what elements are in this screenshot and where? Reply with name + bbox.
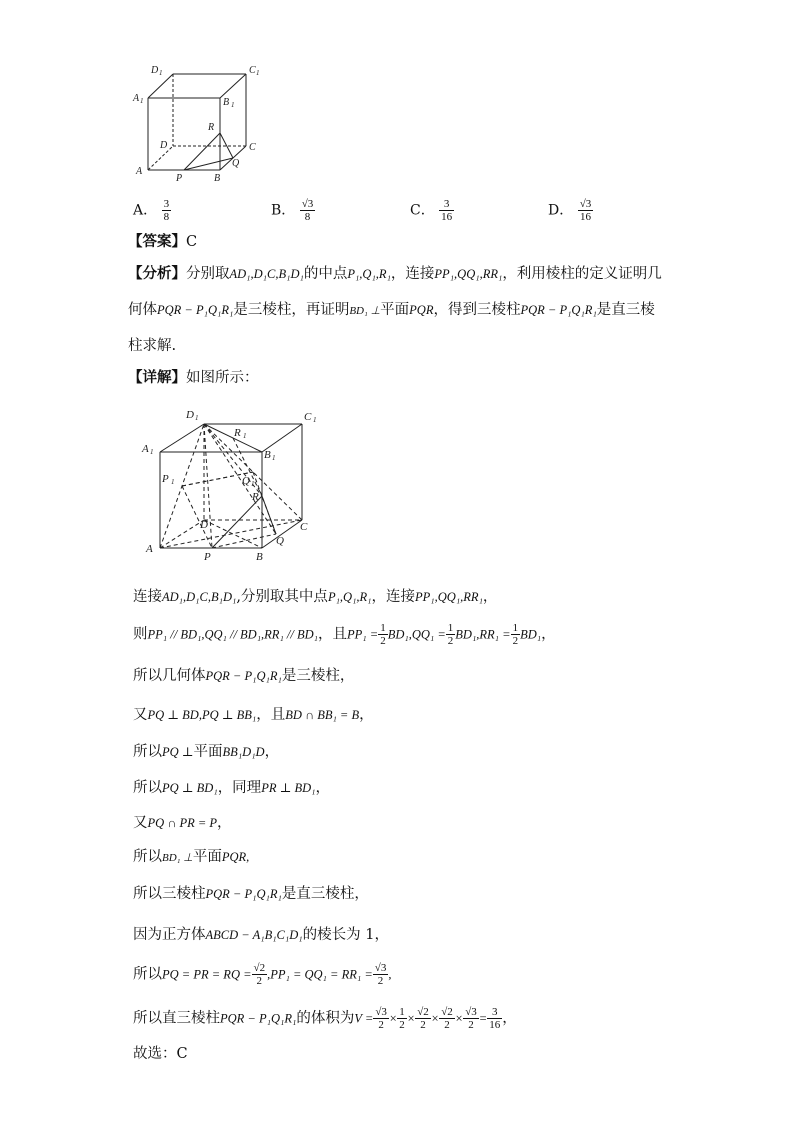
step-3 <box>133 666 354 686</box>
math: AD₁,D₁C,B₁D₁ <box>229 267 304 281</box>
choice-a-fraction: $\frac{3}{8}$ <box>163 198 170 223</box>
choice-d-letter: D． <box>548 202 574 219</box>
math: PQ ⊥ BD₁ <box>162 781 218 795</box>
step-text: 是三棱柱， <box>281 668 355 684</box>
svg-text:1: 1 <box>243 432 247 440</box>
step-text: ， <box>264 744 280 760</box>
math: PQ ⊥ <box>162 745 194 759</box>
times-sign: × <box>430 1011 440 1026</box>
fraction-sqrt3-over-2: $\frac{√3}{2}$ <box>375 1006 387 1031</box>
label-C1: C <box>249 65 256 76</box>
label-R1: R <box>234 427 241 439</box>
choice-d <box>548 198 593 223</box>
label-P: P <box>204 551 211 563</box>
step-7 <box>133 813 232 833</box>
label-C: C <box>249 142 256 153</box>
fraction-half: $\frac{1}{2}$ <box>380 622 386 647</box>
step-text: ， <box>217 815 232 831</box>
label-A: A <box>146 543 153 555</box>
math: PP₁ = <box>347 627 379 642</box>
math: PQ = PR = RQ = <box>162 967 252 982</box>
analysis-text: 是三棱柱，再证明 <box>233 302 350 318</box>
step-1 <box>133 587 497 607</box>
math: P₁,Q₁,R₁ <box>347 267 391 281</box>
analysis-text: 的中点 <box>303 266 348 282</box>
math: BD₁ ⊥ <box>349 305 381 317</box>
label-Q: Q <box>232 158 240 169</box>
math: PP₁ // BD₁,QQ₁ // BD₁,RR₁ // BD₁ <box>147 627 318 642</box>
math: BB₁D₁D <box>222 745 265 759</box>
label-B1: B <box>264 449 271 461</box>
cube-figure-1 <box>128 60 268 185</box>
answer-tag: 【答案】 <box>128 233 186 250</box>
step-10 <box>133 925 389 945</box>
analysis-text: 分别取 <box>186 266 230 282</box>
analysis-text: ，得到三棱柱 <box>433 302 521 318</box>
step-text: 平面 <box>192 849 222 865</box>
choice-b-letter: B． <box>271 202 296 219</box>
label-D: D <box>200 519 208 531</box>
analysis-text: ，连接 <box>390 266 435 282</box>
equals-sign: = <box>478 1011 488 1026</box>
choice-b-fraction: $\frac{√3}{8}$ <box>301 198 314 223</box>
math: BD₁,RR₁ = <box>455 627 511 642</box>
step-text: 所以 <box>133 744 162 760</box>
step-text: 的棱长为 1， <box>302 927 389 943</box>
step-text: 所以三棱柱 <box>133 886 206 902</box>
label-A1: A <box>142 443 149 455</box>
step-2 <box>133 622 556 647</box>
analysis-text: 柱求解. <box>128 338 177 354</box>
math: BD ∩ BB₁ = B <box>285 708 360 722</box>
math: PQR, <box>221 850 250 864</box>
choice-b <box>271 198 315 223</box>
math: PQR − P₁Q₁R₁ <box>205 887 282 901</box>
label-D: D <box>160 140 168 151</box>
analysis-text: 何体 <box>128 302 157 318</box>
svg-text:1: 1 <box>256 69 260 77</box>
analysis-line-1 <box>128 264 662 284</box>
svg-text:1: 1 <box>272 454 276 462</box>
step-text: ,分别取其中点 <box>236 589 328 605</box>
times-sign: × <box>388 1011 398 1026</box>
math: ,PP₁ = QQ₁ = RR₁ = <box>267 967 373 982</box>
cube-figure-2 <box>138 402 338 567</box>
step-text: 所以 <box>133 849 162 865</box>
svg-text:1: 1 <box>150 448 154 456</box>
step-text: 则 <box>133 626 148 643</box>
step-text: ， <box>482 589 498 605</box>
label-B: B <box>214 173 221 184</box>
analysis-line-3 <box>128 336 176 356</box>
analysis-text: 是直三棱 <box>596 302 655 318</box>
times-sign: × <box>454 1011 464 1026</box>
math: PP₁,QQ₁,RR₁ <box>434 267 503 281</box>
math: PQR − P₁Q₁R₁ <box>205 669 282 683</box>
label-P1: P <box>162 473 169 485</box>
analysis-tag: 【分析】 <box>128 265 186 282</box>
choice-c <box>410 198 454 223</box>
times-sign: × <box>406 1011 416 1026</box>
fraction-sqrt2-over-2: $\frac{√2}{2}$ <box>417 1006 429 1031</box>
label-A: A <box>136 166 143 177</box>
label-Q: Q <box>276 535 284 547</box>
choice-a-letter: A． <box>133 202 158 219</box>
math: ABCD − A₁B₁C₁D₁ <box>205 928 303 942</box>
choice-a <box>133 198 171 223</box>
step-11 <box>133 962 391 987</box>
math: PQR − P₁Q₁R₁ <box>220 1011 297 1026</box>
svg-text:1: 1 <box>195 414 199 422</box>
step-text: ，且 <box>256 707 286 723</box>
math: , <box>388 967 392 982</box>
fraction-sqrt2-over-2: $\frac{√2}{2}$ <box>441 1006 453 1031</box>
detail-tag: 【详解】 <box>128 369 186 386</box>
step-text: ，同理 <box>217 780 262 796</box>
fraction-half: $\frac{1}{2}$ <box>447 622 454 647</box>
math: BD₁ <box>520 627 542 642</box>
step-text: 又 <box>133 815 148 831</box>
step-text: 所以 <box>133 780 162 796</box>
label-B1: B <box>223 97 230 108</box>
svg-text:1: 1 <box>313 416 317 424</box>
label-R: R <box>208 122 215 133</box>
step-text: ， <box>315 780 330 796</box>
choice-c-letter: C． <box>410 202 435 219</box>
analysis-text: ，利用棱柱的定义证明几 <box>502 266 662 282</box>
svg-text:1: 1 <box>251 480 255 488</box>
math: P₁,Q₁,R₁ <box>327 590 372 604</box>
label-R: R <box>252 491 259 503</box>
step-text: 所以直三棱柱 <box>133 1010 220 1027</box>
step-5 <box>133 742 279 762</box>
step-text: 平面 <box>193 744 223 760</box>
math: BD₁ ⊥ <box>162 852 193 864</box>
step-text: 连接 <box>133 589 162 605</box>
math: BD₁,QQ₁ = <box>387 627 446 642</box>
step-text: ， <box>502 1010 517 1027</box>
analysis-text: 平面 <box>380 302 410 318</box>
math: PQR − P₁Q₁R₁ <box>520 303 597 317</box>
step-text: 又 <box>133 707 148 723</box>
fraction-half: $\frac{1}{2}$ <box>399 1006 405 1031</box>
fraction-sqrt2-over-2: $\frac{√2}{2}$ <box>253 962 266 987</box>
math: V = <box>354 1011 374 1026</box>
label-C: C <box>300 521 308 533</box>
answer-value: C <box>186 234 198 250</box>
math: PR ⊥ BD₁ <box>261 781 316 795</box>
detail-text: 如图所示： <box>186 370 259 386</box>
fraction-3-over-16: $\frac{3}{16}$ <box>489 1006 501 1031</box>
fraction-sqrt3-over-2: $\frac{√3}{2}$ <box>374 962 387 987</box>
step-9 <box>133 884 369 904</box>
step-text: 是直三棱柱， <box>281 886 369 902</box>
step-text: ， <box>541 626 556 643</box>
step-text: ，且 <box>318 626 347 643</box>
analysis-line-2 <box>128 300 655 321</box>
step-text: ， <box>359 707 374 723</box>
step-text: 的体积为 <box>296 1010 355 1027</box>
label-D1: D <box>151 65 159 76</box>
step-8 <box>133 847 249 868</box>
svg-text:1: 1 <box>140 97 144 105</box>
svg-text:1: 1 <box>231 101 235 109</box>
svg-text:1: 1 <box>159 69 163 77</box>
step-4 <box>133 705 374 725</box>
math: PP₁,QQ₁,RR₁ <box>415 590 483 604</box>
detail-line <box>128 368 259 388</box>
math: AD₁,D₁C,B₁D₁ <box>162 590 237 604</box>
label-Q1: Q <box>242 475 250 487</box>
math: PQ ⊥ BD,PQ ⊥ BB₁ <box>147 708 257 722</box>
step-text: 所以几何体 <box>133 668 206 684</box>
final-choice: 故选：C <box>133 1046 188 1062</box>
label-A1: A <box>133 93 140 104</box>
step-13 <box>133 1044 188 1064</box>
math: PQR − P₁Q₁R₁ <box>157 303 234 317</box>
answer-line <box>128 232 197 252</box>
svg-text:1: 1 <box>171 478 175 486</box>
choice-d-fraction: $\frac{√3}{16}$ <box>579 198 592 223</box>
label-D1: D <box>186 409 194 421</box>
step-text: 所以 <box>133 966 162 983</box>
step-12 <box>133 1006 517 1031</box>
label-C1: C <box>304 411 312 423</box>
step-text: 因为正方体 <box>133 927 206 943</box>
step-text: ，连接 <box>371 589 416 605</box>
step-6 <box>133 778 330 798</box>
choice-c-fraction: $\frac{3}{16}$ <box>441 198 453 223</box>
math: PQR <box>409 303 434 317</box>
fraction-sqrt3-over-2: $\frac{√3}{2}$ <box>465 1006 477 1031</box>
label-B: B <box>256 551 263 563</box>
fraction-half: $\frac{1}{2}$ <box>512 622 519 647</box>
label-P: P <box>176 173 183 184</box>
math: PQ ∩ PR = P <box>147 816 218 830</box>
